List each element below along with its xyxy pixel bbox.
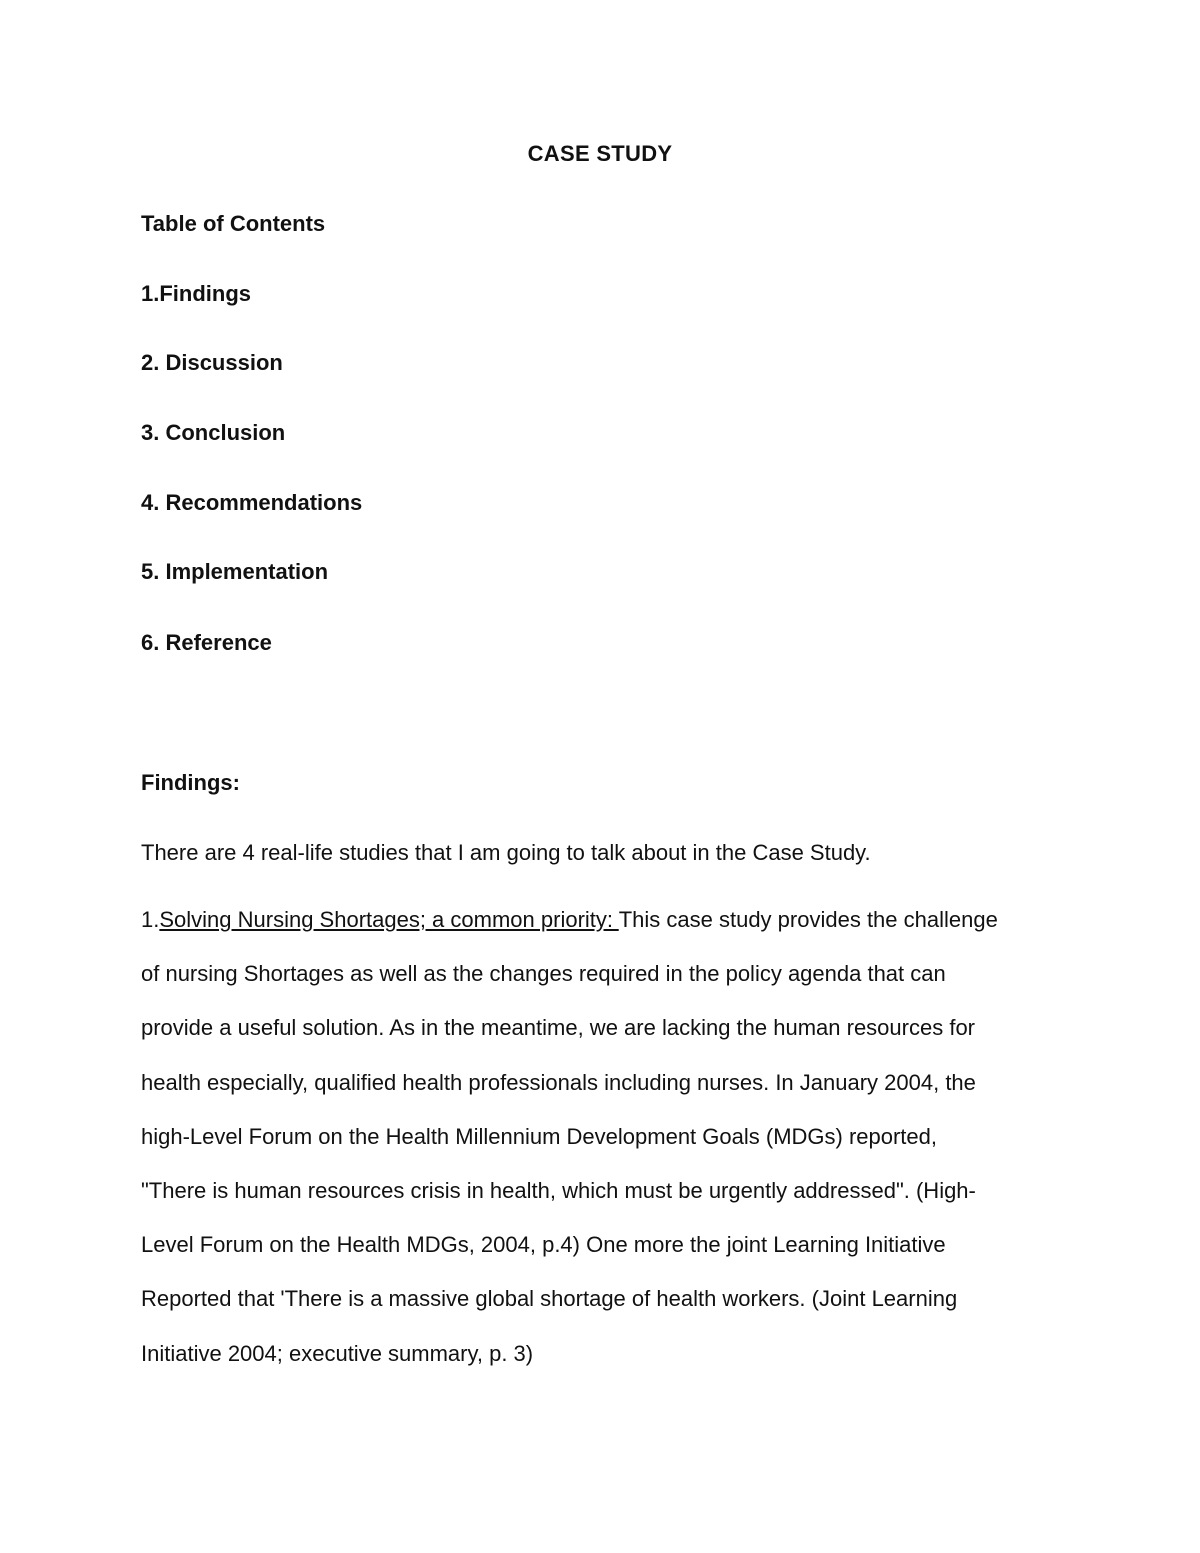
study-number: 1. [141,907,160,932]
paragraph-text: This case study provides the challenge [618,907,998,932]
paragraph-line: provide a useful solution. As in the meantime, we are lacking the human resources for [141,1015,976,1041]
study-title: Solving Nursing Shortages; a common priority: [159,907,619,932]
study-paragraph [141,893,1071,1381]
findings-intro: There are 4 real-life studies that I am going to talk about in the Case Study. [141,840,871,865]
document-title: CASE STUDY [527,141,673,166]
toc-item-findings: 1.Findings [141,281,251,306]
paragraph-line: of nursing Shortages as well as the changes required in the policy agenda that can [141,961,946,987]
toc-heading: Table of Contents [141,211,326,236]
paragraph-line: Level Forum on the Health MDGs, 2004, p.4) One more the joint Learning Initiative [141,1232,946,1258]
toc-item-reference: 6. Reference [141,630,272,655]
paragraph-line: "There is human resources crisis in health, which must be urgently addressed". (High- [141,1178,976,1204]
findings-heading: Findings: [141,770,240,795]
paragraph-line: Initiative 2004; executive summary, p. 3) [141,1340,534,1366]
toc-item-discussion: 2. Discussion [141,350,283,375]
toc-item-implementation: 5. Implementation [141,559,329,584]
paragraph-line [141,893,1071,947]
paragraph-line: Reported that 'There is a massive global shortage of health workers. (Joint Learning [141,1286,958,1312]
toc-item-conclusion: 3. Conclusion [141,420,286,445]
paragraph-line: health especially, qualified health professionals including nurses. In January 2004, the [141,1069,976,1095]
paragraph-line: high-Level Forum on the Health Millennium Development Goals (MDGs) reported, [141,1123,938,1149]
toc-item-recommendations: 4. Recommendations [141,490,363,515]
